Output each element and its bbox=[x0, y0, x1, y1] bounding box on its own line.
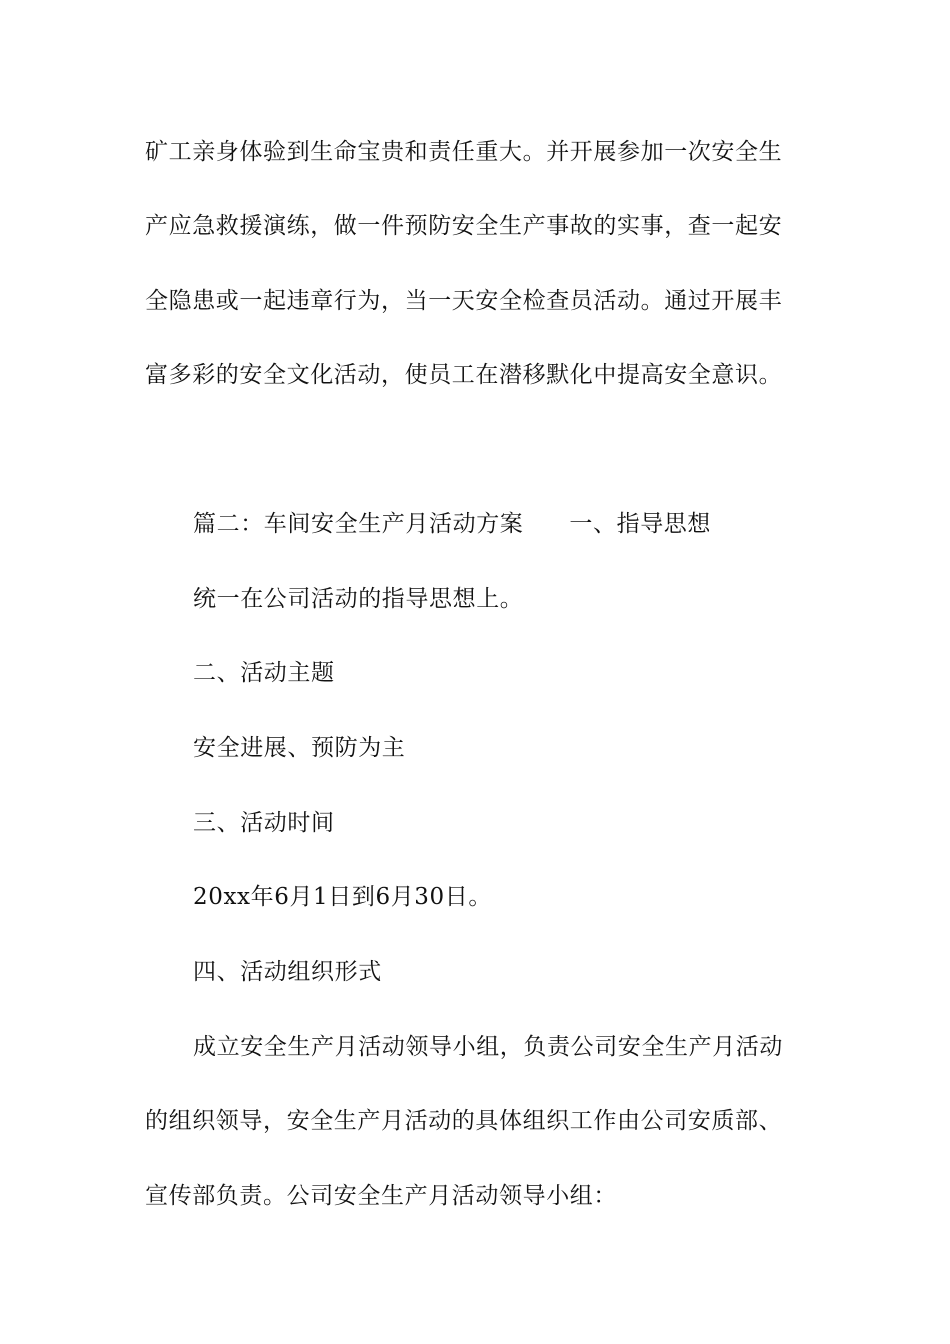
paragraph-line: 宣传部负责。公司安全生产月活动领导小组： bbox=[145, 1183, 617, 1209]
body-text: 安全进展、预防为主 bbox=[193, 735, 406, 761]
paragraph-line: 矿工亲身体验到生命宝贵和责任重大。并开展参加一次安全生 bbox=[145, 139, 783, 165]
body-text: 统一在公司活动的指导思想上。 bbox=[193, 586, 524, 612]
paragraph-line: 产应急救援演练，做一件预防安全生产事故的实事，查一起安 bbox=[145, 213, 783, 239]
body-text: 20xx年6月1日到6月30日。 bbox=[193, 884, 492, 910]
paragraph-line: 成立安全生产月活动领导小组，负责公司安全生产月活动 bbox=[193, 1034, 783, 1060]
heading-activity-time: 三、活动时间 bbox=[193, 810, 335, 836]
section-title-line bbox=[193, 509, 711, 539]
paragraph-line: 富多彩的安全文化活动，使员工在潜移默化中提高安全意识。 bbox=[145, 362, 783, 388]
section-title: 篇二：车间安全生产月活动方案 bbox=[193, 511, 524, 537]
heading-guiding-ideology: 一、指导思想 bbox=[569, 511, 712, 537]
paragraph-line: 全隐患或一起违章行为，当一天安全检查员活动。通过开展丰 bbox=[145, 288, 783, 314]
heading-organization-form: 四、活动组织形式 bbox=[193, 959, 382, 985]
heading-activity-theme: 二、活动主题 bbox=[193, 660, 335, 686]
paragraph-line: 的组织领导，安全生产月活动的具体组织工作由公司安质部、 bbox=[145, 1108, 783, 1134]
